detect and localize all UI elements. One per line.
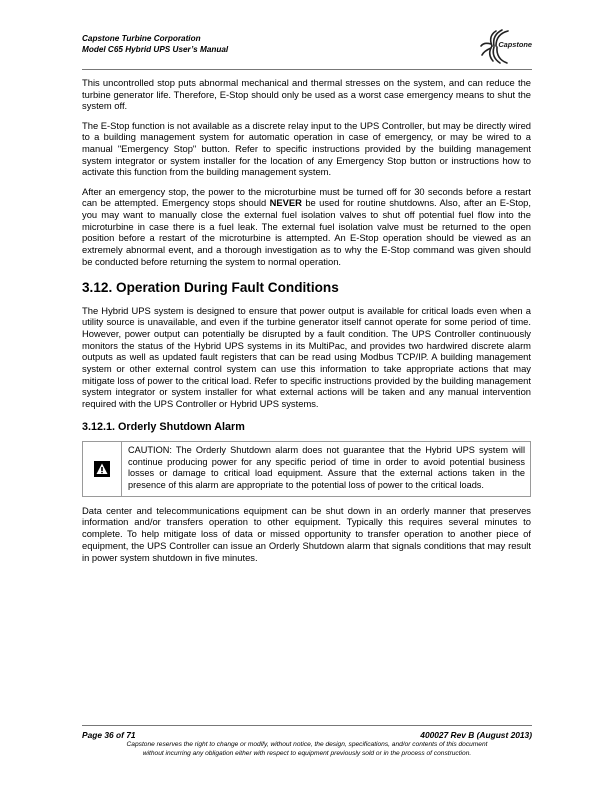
page-body — [82, 77, 531, 571]
header-rule — [82, 69, 532, 70]
subsection-heading: 3.12.1. Orderly Shutdown Alarm — [82, 420, 245, 433]
page-number: Page 36 of 71 — [82, 730, 136, 740]
caution-text: CAUTION: The Orderly Shutdown alarm does not guarantee that the Hybrid UPS system will continue producing power for any specific period of time in order to avoid potential business losses or damage to critical load equipment. Assure that the external actions taken in the presence of this alarm are appropriate to the potential loss of power to the critical loads. — [128, 444, 525, 490]
document-revision: 400027 Rev B (August 2013) — [420, 730, 532, 740]
restart-text-a: After an emergency stop, the power to the microturbine must be turned off for 30 seconds before a restart can be attempted. Emergency stops should — [82, 185, 531, 209]
page-footer — [82, 730, 532, 759]
caution-icon-cell — [83, 442, 122, 496]
capstone-logo — [478, 26, 532, 66]
page-header — [82, 34, 532, 64]
section-heading: 3.12. Operation During Fault Conditions — [82, 279, 339, 295]
disclaimer-line-2: without incurring any obligation either with respect to equipment previously sold or in the process of construction. — [142, 750, 472, 758]
caution-box — [82, 441, 531, 497]
caution-warning-icon — [94, 461, 110, 477]
restart-text-b: be used for routine shutdowns. Also, after an E-Stop, you may want to manually close the external fuel isolation valves to shut off potential fuel flow into the microturbine in case there is a fuel leak. The external fuel isolation valve must be returned to the open position before a restart of the microturbine is attempted. An E-Stop operation should be viewed as an extremely abnormal event, and a thorough investigation as to why the E-Stop command was given should be conducted before returning the system to normal operation. — [82, 197, 531, 267]
paragraph-estop-wiring: The E-Stop function is not available as a discrete relay input to the UPS Controller, but may be directly wired to a building management system for automatic operation in case of emergency, or may be wired to a manual "Emergency Stop" button. Refer to specific instructions provided by the building management system integrator or system installer for the location of any Emergency Stop button or instructions how to activate this function from the building management system. — [82, 119, 531, 178]
never-emphasis: NEVER — [269, 197, 302, 209]
paragraph-estop-restart — [82, 186, 531, 268]
footer-rule — [82, 725, 532, 726]
disclaimer-line-1: Capstone reserves the right to change or modify, without notice, the design, specifications, and/or contents of this document — [126, 741, 488, 748]
logo-text: Capstone — [498, 40, 532, 49]
paragraph-orderly-shutdown: Data center and telecommunications equipment can be shut down in an orderly manner that preserves information and/or transfers operation to other equipment. Typically this requires several minutes to complete. To help mitigate loss of data or missed opportunity to transfer operation to another piece of equipment, the UPS Controller can issue an Orderly Shutdown alarm that signals conditions that may result in power system shutdown in five minutes. — [82, 504, 531, 563]
paragraph-fault-conditions: The Hybrid UPS system is designed to ensure that power output is available for critical loads even when a utility source is unavailable, and even if the turbine generator itself cannot operate for some period of time. However, power output can potentially be disrupted by a fault condition. The UPS Controller continuously monitors the status of the Hybrid UPS systems in its MultiPac, and provides two hardwired discrete alarm outputs as well as updated fault registers that can be read using Modbus TCP/IP. A building management system or other external control system can use this information to take appropriate actions that may mitigate loss of power to the critical load. Refer to specific instructions provided by the building management system integrator or system installer for what external actions will be taken and any manual intervention required with the UPS Controller or Hybrid UPS systems. — [82, 304, 531, 410]
manual-title: Model C65 Hybrid UPS User’s Manual — [82, 44, 229, 54]
paragraph-estop-stress: This uncontrolled stop puts abnormal mechanical and thermal stresses on the system, and can reduce the turbine generator life. Therefore, E-Stop should only be used as a worst case emergency means to shut the system off. — [82, 77, 531, 112]
company-name: Capstone Turbine Corporation — [82, 34, 201, 43]
